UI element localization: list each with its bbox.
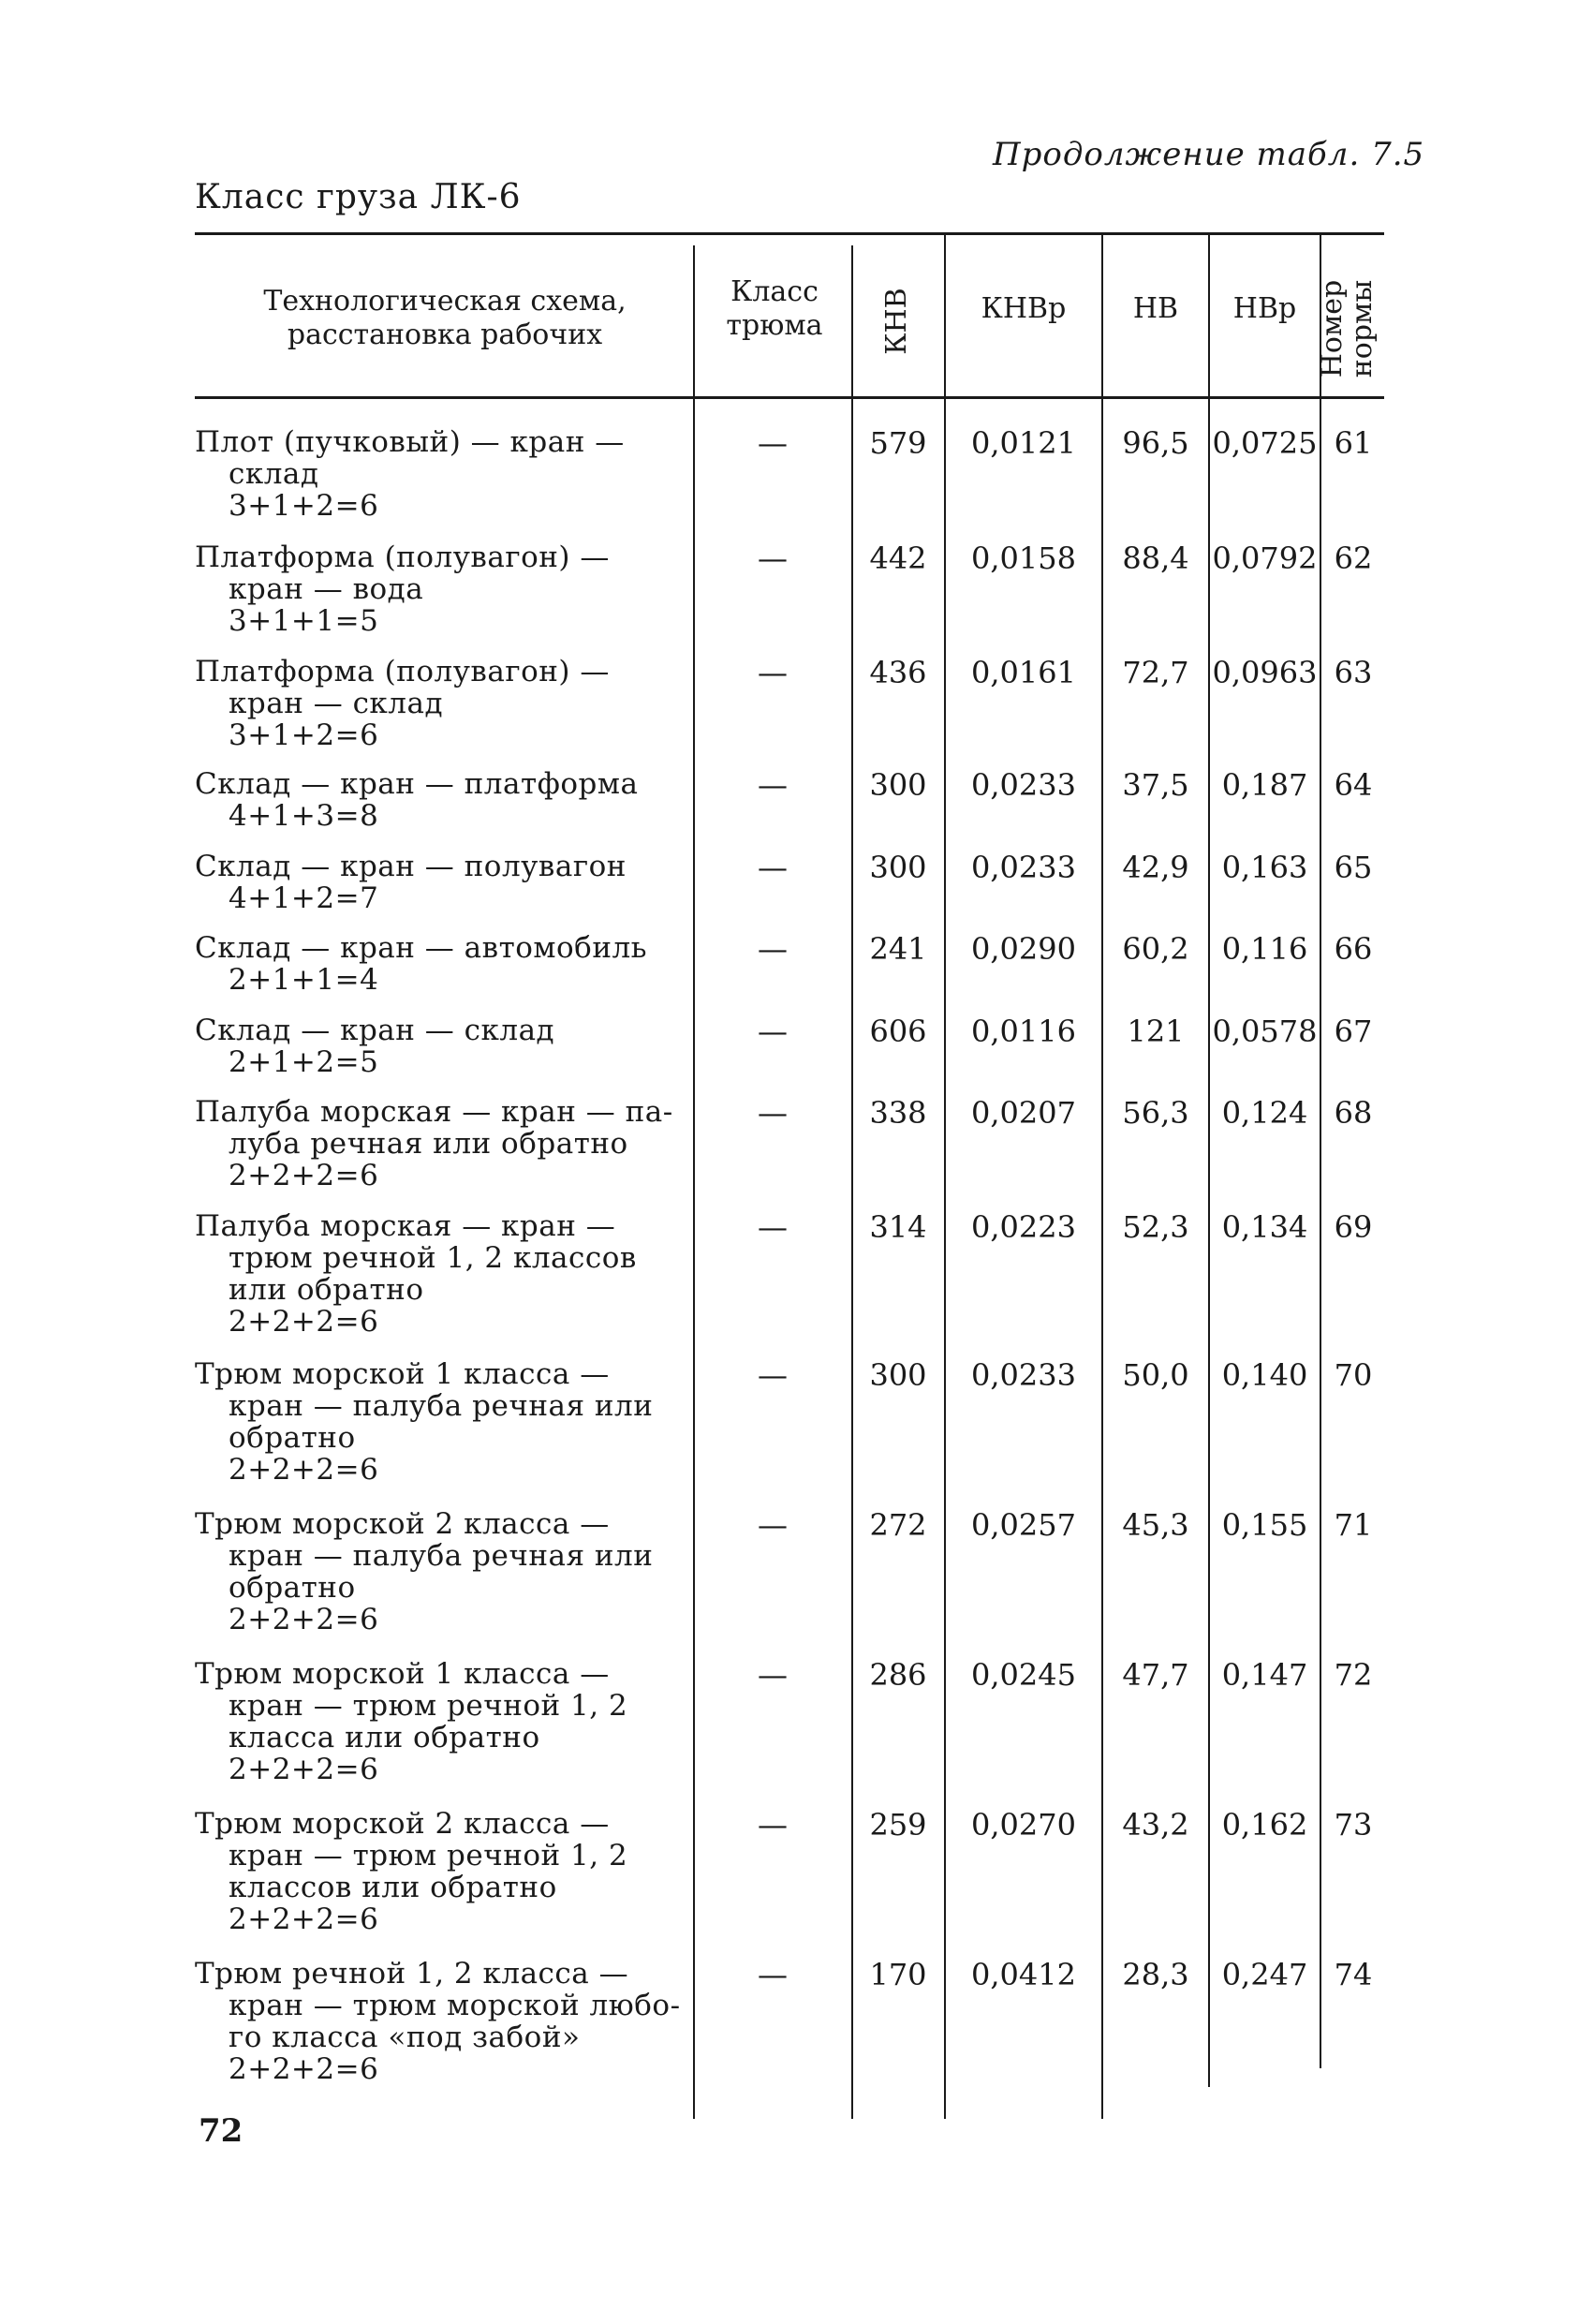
nv-cell: 72,7 bbox=[1122, 655, 1189, 690]
continuation-caption: Продолжение табл. 7.5 bbox=[993, 136, 1425, 173]
norm-number-cell: 67 bbox=[1334, 1014, 1373, 1049]
knvr-cell: 0,0233 bbox=[971, 850, 1076, 885]
nv-cell: 45,3 bbox=[1122, 1507, 1189, 1543]
nv-cell: 60,2 bbox=[1122, 931, 1189, 967]
column-divider-4 bbox=[1101, 232, 1103, 2119]
table-row-scheme bbox=[195, 1210, 693, 1338]
nv-cell: 47,7 bbox=[1122, 1657, 1189, 1693]
header-hold-class: Класс трюма bbox=[726, 275, 823, 342]
scheme-line: 3+1+1=5 bbox=[229, 604, 379, 638]
norm-number-cell: 68 bbox=[1334, 1095, 1373, 1131]
table-row-scheme bbox=[195, 1958, 693, 2085]
table-row-scheme bbox=[195, 932, 693, 996]
scheme-line: Трюм морской 1 класса — bbox=[195, 1357, 610, 1391]
nvr-cell: 0,140 bbox=[1221, 1357, 1308, 1393]
column-divider-6 bbox=[1320, 232, 1321, 2068]
page-number: 72 bbox=[199, 2112, 243, 2150]
scheme-line: го класса «под забой» bbox=[229, 2021, 581, 2054]
knvr-cell: 0,0161 bbox=[971, 655, 1076, 690]
table-row-scheme bbox=[195, 541, 693, 637]
hold-class-cell: — bbox=[758, 1095, 788, 1131]
column-divider-5 bbox=[1208, 232, 1210, 2087]
table-row-scheme bbox=[195, 1808, 693, 1935]
nv-cell: 43,2 bbox=[1122, 1807, 1189, 1843]
knv-cell: 442 bbox=[869, 540, 927, 576]
header-scheme: Технологическая схема, расстановка рабочих bbox=[263, 285, 627, 351]
nv-cell: 52,3 bbox=[1122, 1209, 1189, 1245]
scheme-line: 4+1+2=7 bbox=[229, 881, 379, 915]
cargo-class-title: Класс груза ЛК-6 bbox=[195, 178, 522, 216]
nvr-cell: 0,0578 bbox=[1212, 1014, 1318, 1049]
hold-class-cell: — bbox=[758, 850, 788, 885]
table-row-scheme bbox=[195, 656, 693, 751]
table-row-scheme bbox=[195, 1014, 693, 1078]
nvr-cell: 0,116 bbox=[1221, 931, 1308, 967]
knv-cell: 579 bbox=[869, 425, 927, 461]
norm-number-cell: 71 bbox=[1334, 1507, 1373, 1543]
scheme-line: Платформа (полувагон) — bbox=[195, 540, 610, 574]
hold-class-cell: — bbox=[758, 1957, 788, 1992]
knvr-cell: 0,0245 bbox=[971, 1657, 1076, 1693]
hold-class-cell: — bbox=[758, 655, 788, 690]
table-row-scheme bbox=[195, 851, 693, 914]
hold-class-cell: — bbox=[758, 1014, 788, 1049]
nvr-cell: 0,0963 bbox=[1212, 655, 1318, 690]
hold-class-cell: — bbox=[758, 1357, 788, 1393]
nv-cell: 42,9 bbox=[1122, 850, 1189, 885]
nv-cell: 88,4 bbox=[1122, 540, 1189, 576]
scheme-line: класса или обратно bbox=[229, 1721, 540, 1754]
hold-class-cell: — bbox=[758, 1209, 788, 1245]
scheme-line: Палуба морская — кран — па- bbox=[195, 1095, 673, 1129]
norm-number-cell: 70 bbox=[1334, 1357, 1373, 1393]
nvr-cell: 0,124 bbox=[1221, 1095, 1308, 1131]
knv-cell: 286 bbox=[869, 1657, 927, 1693]
nvr-cell: 0,0725 bbox=[1212, 425, 1318, 461]
scheme-line: 2+1+1=4 bbox=[229, 963, 379, 997]
scheme-line: Трюм морской 1 класса — bbox=[195, 1657, 610, 1691]
column-divider-1 bbox=[693, 245, 695, 2119]
nvr-cell: 0,187 bbox=[1221, 767, 1308, 803]
knv-cell: 314 bbox=[869, 1209, 927, 1245]
knv-cell: 170 bbox=[869, 1957, 927, 1992]
nv-cell: 56,3 bbox=[1122, 1095, 1189, 1131]
scheme-line: Плот (пучковый) — кран — bbox=[195, 425, 625, 459]
scheme-line: луба речная или обратно bbox=[229, 1127, 628, 1161]
knvr-cell: 0,0412 bbox=[971, 1957, 1076, 1992]
knvr-cell: 0,0223 bbox=[971, 1209, 1076, 1245]
nv-cell: 37,5 bbox=[1122, 767, 1189, 803]
table-row-scheme bbox=[195, 426, 693, 522]
knv-cell: 259 bbox=[869, 1807, 927, 1843]
scheme-line: кран — склад bbox=[229, 687, 444, 720]
nvr-cell: 0,0792 bbox=[1212, 540, 1318, 576]
scheme-line: 2+2+2=6 bbox=[229, 1603, 379, 1636]
knv-cell: 300 bbox=[869, 1357, 927, 1393]
knvr-cell: 0,0121 bbox=[971, 425, 1076, 461]
norm-number-cell: 66 bbox=[1334, 931, 1373, 967]
table-row-scheme bbox=[195, 1358, 693, 1486]
scheme-line: 2+2+2=6 bbox=[229, 2052, 379, 2086]
knvr-cell: 0,0116 bbox=[971, 1014, 1076, 1049]
norm-number-cell: 62 bbox=[1334, 540, 1373, 576]
knv-cell: 272 bbox=[869, 1507, 927, 1543]
scheme-line: 4+1+3=8 bbox=[229, 799, 379, 833]
nvr-cell: 0,134 bbox=[1221, 1209, 1308, 1245]
header-knv: КНВ bbox=[880, 288, 913, 355]
scheme-line: 2+2+2=6 bbox=[229, 1902, 379, 1936]
norm-number-cell: 72 bbox=[1334, 1657, 1373, 1693]
column-divider-3 bbox=[944, 232, 946, 2119]
header-nv: НВ bbox=[1132, 292, 1179, 325]
scheme-line: или обратно bbox=[229, 1273, 424, 1307]
norm-number-cell: 74 bbox=[1334, 1957, 1373, 1992]
nv-cell: 28,3 bbox=[1122, 1957, 1189, 1992]
hold-class-cell: — bbox=[758, 1657, 788, 1693]
norm-number-cell: 61 bbox=[1334, 425, 1373, 461]
table-row-scheme bbox=[195, 768, 693, 832]
knvr-cell: 0,0233 bbox=[971, 767, 1076, 803]
knvr-cell: 0,0290 bbox=[971, 931, 1076, 967]
knvr-cell: 0,0233 bbox=[971, 1357, 1076, 1393]
hold-class-cell: — bbox=[758, 767, 788, 803]
norm-number-cell: 63 bbox=[1334, 655, 1373, 690]
nvr-cell: 0,163 bbox=[1221, 850, 1308, 885]
norm-number-cell: 65 bbox=[1334, 850, 1373, 885]
scheme-line: кран — палуба речная или bbox=[229, 1389, 654, 1423]
scheme-line: кран — вода bbox=[229, 572, 424, 606]
knv-cell: 338 bbox=[869, 1095, 927, 1131]
table-top-rule bbox=[195, 232, 1384, 235]
knv-cell: 300 bbox=[869, 767, 927, 803]
norm-number-cell: 73 bbox=[1334, 1807, 1373, 1843]
nv-cell: 50,0 bbox=[1122, 1357, 1189, 1393]
scheme-line: Склад — кран — автомобиль bbox=[195, 931, 648, 965]
scheme-line: 2+2+2=6 bbox=[229, 1305, 379, 1339]
norm-number-cell: 64 bbox=[1334, 767, 1373, 803]
hold-class-cell: — bbox=[758, 540, 788, 576]
knv-cell: 606 bbox=[869, 1014, 927, 1049]
scheme-line: кран — палуба речная или bbox=[229, 1539, 654, 1573]
header-norm-number: Номер нормы bbox=[1316, 279, 1379, 378]
scheme-line: 3+1+2=6 bbox=[229, 718, 379, 752]
nvr-cell: 0,155 bbox=[1221, 1507, 1308, 1543]
knvr-cell: 0,0270 bbox=[971, 1807, 1076, 1843]
hold-class-cell: — bbox=[758, 425, 788, 461]
header-nvr: НВр bbox=[1232, 292, 1297, 325]
scheme-line: трюм речной 1, 2 классов bbox=[229, 1241, 637, 1275]
knv-cell: 300 bbox=[869, 850, 927, 885]
scheme-line: Склад — кран — платформа bbox=[195, 767, 639, 801]
scheme-line: кран — трюм морской любо- bbox=[229, 1989, 681, 2022]
scheme-line: кран — трюм речной 1, 2 bbox=[229, 1689, 628, 1723]
knv-cell: 241 bbox=[869, 931, 927, 967]
knvr-cell: 0,0207 bbox=[971, 1095, 1076, 1131]
table-row-scheme bbox=[195, 1508, 693, 1636]
table-row-scheme bbox=[195, 1658, 693, 1785]
nvr-cell: 0,247 bbox=[1221, 1957, 1308, 1992]
scheme-line: обратно bbox=[229, 1571, 356, 1605]
nv-cell: 121 bbox=[1127, 1014, 1185, 1049]
scheme-line: Склад — кран — полувагон bbox=[195, 850, 627, 883]
nv-cell: 96,5 bbox=[1122, 425, 1189, 461]
knv-cell: 436 bbox=[869, 655, 927, 690]
knvr-cell: 0,0158 bbox=[971, 540, 1076, 576]
scheme-line: 2+2+2=6 bbox=[229, 1453, 379, 1487]
table-header-rule bbox=[195, 396, 1384, 399]
scheme-line: склад bbox=[229, 457, 319, 491]
norm-number-cell: 69 bbox=[1334, 1209, 1373, 1245]
nvr-cell: 0,147 bbox=[1221, 1657, 1308, 1693]
hold-class-cell: — bbox=[758, 1507, 788, 1543]
hold-class-cell: — bbox=[758, 931, 788, 967]
header-knvr: КНВр bbox=[981, 292, 1067, 325]
scheme-line: Трюм речной 1, 2 класса — bbox=[195, 1957, 629, 1991]
table-row-scheme bbox=[195, 1096, 693, 1192]
scheme-line: 2+1+2=5 bbox=[229, 1045, 379, 1079]
knvr-cell: 0,0257 bbox=[971, 1507, 1076, 1543]
scheme-line: Палуба морская — кран — bbox=[195, 1209, 616, 1243]
scheme-line: 2+2+2=6 bbox=[229, 1753, 379, 1786]
nvr-cell: 0,162 bbox=[1221, 1807, 1308, 1843]
scheme-line: обратно bbox=[229, 1421, 356, 1455]
scheme-line: Платформа (полувагон) — bbox=[195, 655, 610, 688]
scheme-line: Трюм морской 2 класса — bbox=[195, 1507, 610, 1541]
hold-class-cell: — bbox=[758, 1807, 788, 1843]
column-divider-2 bbox=[851, 245, 853, 2119]
scheme-line: Трюм морской 2 класса — bbox=[195, 1807, 610, 1841]
scheme-line: 3+1+2=6 bbox=[229, 489, 379, 523]
scheme-line: Склад — кран — склад bbox=[195, 1014, 555, 1047]
scheme-line: кран — трюм речной 1, 2 bbox=[229, 1839, 628, 1873]
scheme-line: классов или обратно bbox=[229, 1871, 557, 1904]
scheme-line: 2+2+2=6 bbox=[229, 1159, 379, 1192]
